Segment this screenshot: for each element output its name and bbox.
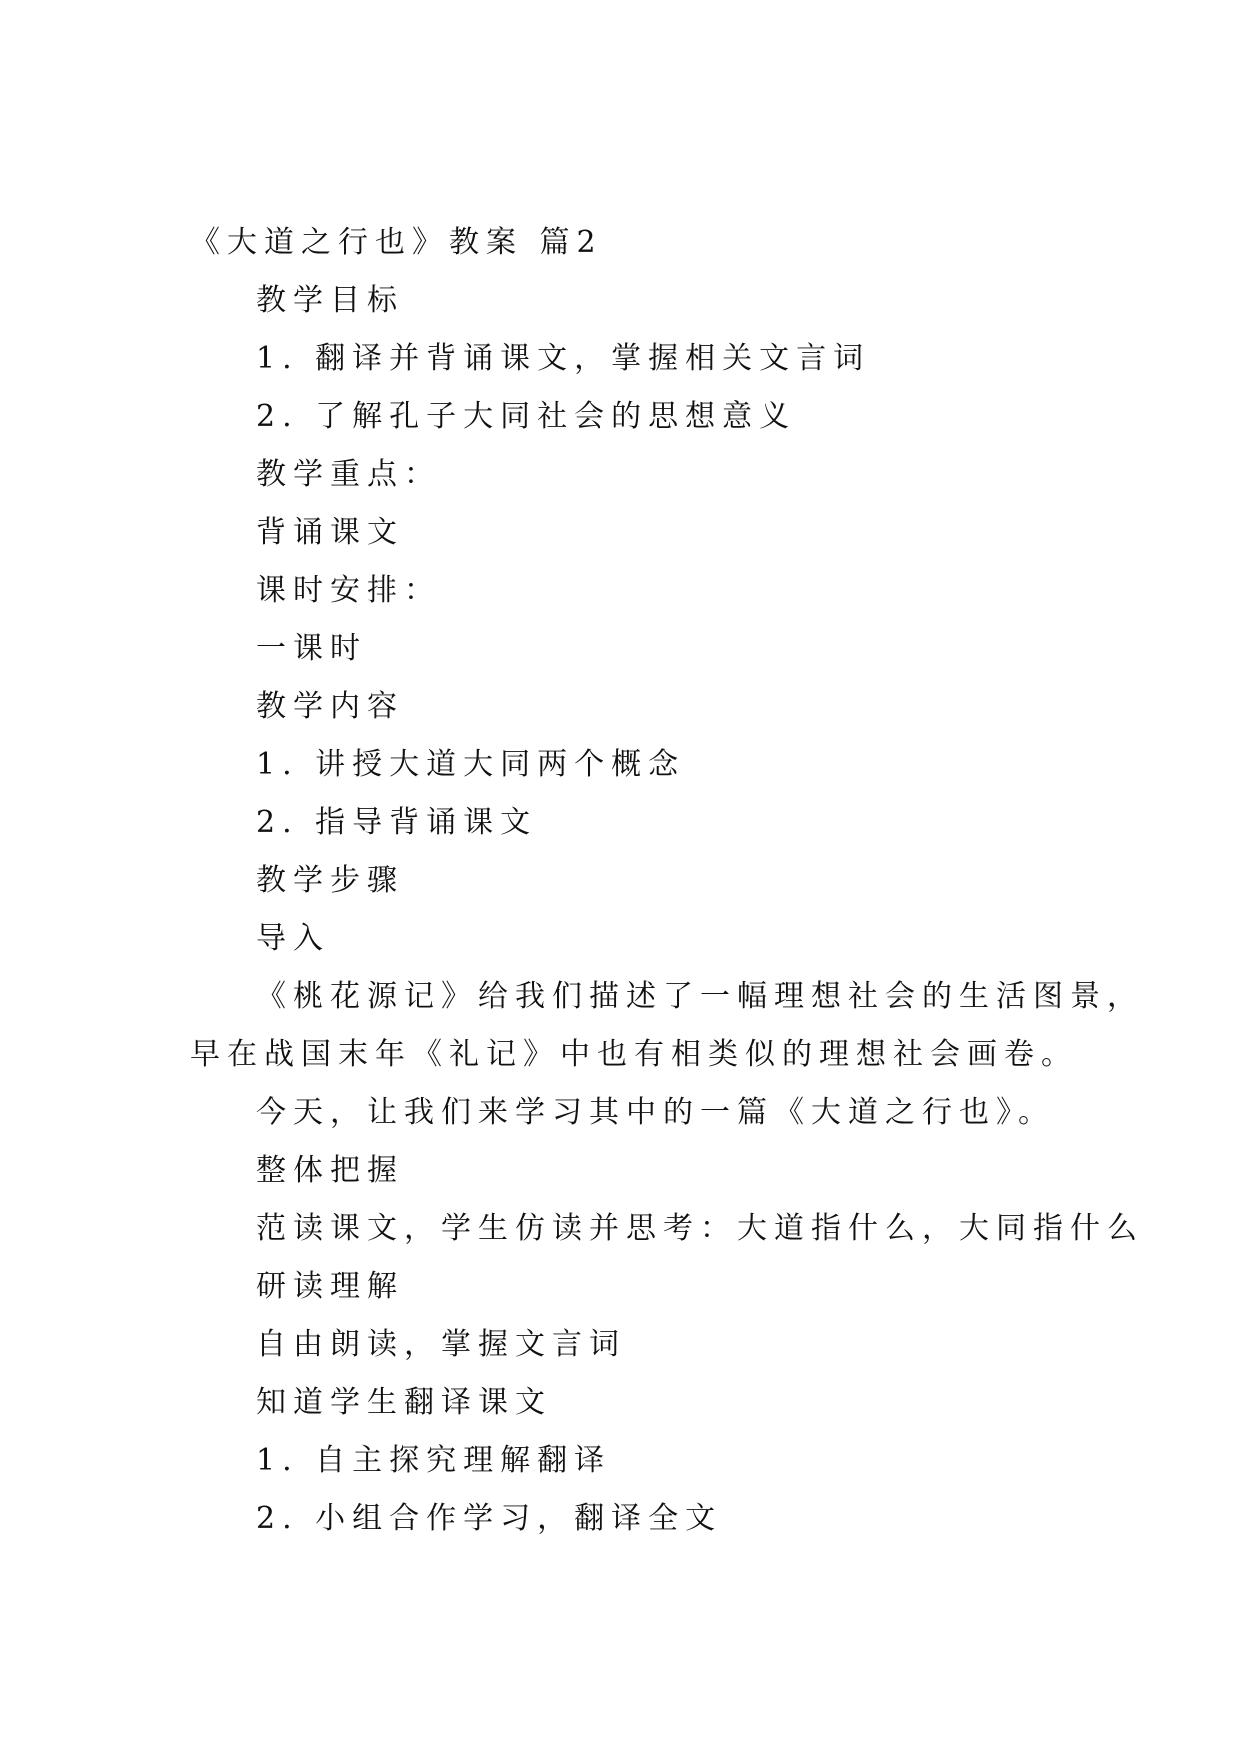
intro-paragraph-line-2: 早在战国末年《礼记》中也有相类似的理想社会画卷。 (190, 1037, 1078, 1072)
document-title: 《大道之行也》教案 篇2 (190, 225, 603, 260)
section-heading-objectives: 教学目标 (256, 283, 404, 318)
intro-paragraph-line-3: 今天，让我们来学习其中的一篇《大道之行也》。 (256, 1095, 1055, 1130)
intro-paragraph-line-1: 《桃花源记》给我们描述了一幅理想社会的生活图景， (256, 979, 1144, 1014)
section-heading-key-points: 教学重点： (256, 457, 441, 492)
schedule-text: 一课时 (256, 631, 367, 666)
study-item-1: 1. 自主探究理解翻译 (256, 1443, 612, 1478)
objective-item-2: 2. 了解孔子大同社会的思想意义 (256, 399, 797, 434)
step-heading-intro: 导入 (256, 921, 330, 956)
section-heading-steps: 教学步骤 (256, 863, 404, 898)
study-text-2: 知道学生翻译课文 (256, 1385, 552, 1420)
step-heading-overview: 整体把握 (256, 1153, 404, 1188)
study-text-1: 自由朗读，掌握文言词 (256, 1327, 626, 1362)
content-item-2: 2. 指导背诵课文 (256, 805, 538, 840)
overview-text: 范读课文，学生仿读并思考：大道指什么，大同指什么 (256, 1211, 1144, 1246)
step-heading-study: 研读理解 (256, 1269, 404, 1304)
key-point-text: 背诵课文 (256, 515, 404, 550)
section-heading-content: 教学内容 (256, 689, 404, 724)
objective-item-1: 1. 翻译并背诵课文，掌握相关文言词 (256, 341, 871, 376)
study-item-2: 2. 小组合作学习，翻译全文 (256, 1501, 723, 1536)
section-heading-schedule: 课时安排： (256, 573, 441, 608)
content-item-1: 1. 讲授大道大同两个概念 (256, 747, 686, 782)
